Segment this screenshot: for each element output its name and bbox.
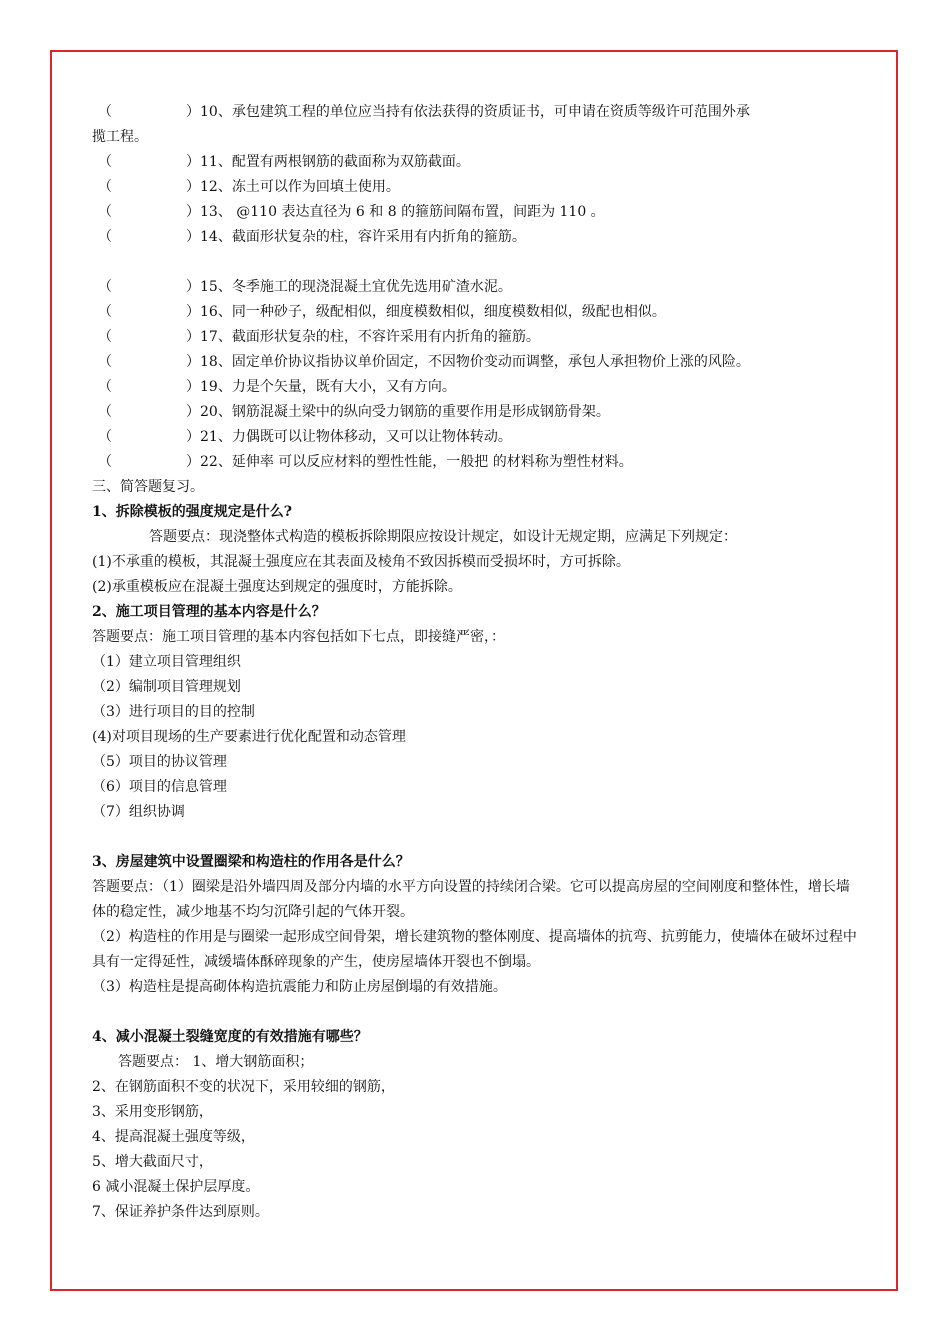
tf-statement: 同一种砂子，级配相似，细度模数相似，细度模数相似，级配也相似。 bbox=[231, 304, 666, 320]
tf-text: 17、截面形状复杂的柱，不容许采用有内折角的箍筋。 bbox=[200, 329, 540, 345]
close-paren: ） bbox=[186, 429, 200, 445]
tf-number: 16 bbox=[200, 304, 218, 320]
tf-text: 20、钢筋混凝土梁中的纵向受力钢筋的重要作用是形成钢筋骨架。 bbox=[200, 404, 610, 420]
tf-text: 14、截面形状复杂的柱，容许采用有内折角的箍筋。 bbox=[200, 229, 526, 245]
tf-statement: 冬季施工的现浇混凝土宜优先选用矿渣水泥。 bbox=[231, 279, 512, 295]
section-heading: 三、简答题复习。 bbox=[92, 479, 204, 495]
answer-item: (1)不承重的模板，其混凝土强度应在其表面及棱角不致因拆模而受损坏时，方可拆除。 bbox=[92, 554, 630, 570]
tf-statement: 承包建筑工程的单位应当持有依法获得的资质证书，可申请在资质等级许可范围外承 bbox=[231, 104, 750, 120]
close-paren: ） bbox=[186, 404, 200, 420]
answer-item: （6）项目的信息管理 bbox=[92, 779, 227, 795]
tf-statement: 截面形状复杂的柱，不容许采用有内折角的箍筋。 bbox=[231, 329, 540, 345]
question-title: 2、施工项目管理的基本内容是什么？ bbox=[92, 604, 326, 620]
spacer bbox=[92, 1000, 862, 1025]
open-paren: （ bbox=[98, 279, 112, 295]
answer-item: 4、提高混凝土强度等级， bbox=[92, 1129, 255, 1145]
tf-statement: 冻土可以作为回填土使用。 bbox=[231, 179, 400, 195]
answer-item: （1）建立项目管理组织 bbox=[92, 654, 241, 670]
open-paren: （ bbox=[98, 354, 112, 370]
tf-item bbox=[92, 275, 862, 300]
tf-number: 13 bbox=[200, 204, 218, 220]
tf-statement: 力偶既可以让物体移动，又可以让物体转动。 bbox=[231, 429, 512, 445]
tf-item bbox=[92, 300, 862, 325]
close-paren: ） bbox=[186, 204, 200, 220]
open-paren: （ bbox=[98, 379, 112, 395]
open-paren: （ bbox=[98, 104, 112, 120]
answer-paragraph: （3）构造柱是提高砌体构造抗震能力和防止房屋倒塌的有效措施。 bbox=[92, 979, 507, 995]
tf-number: 18 bbox=[200, 354, 218, 370]
open-paren: （ bbox=[98, 304, 112, 320]
tf-number: 12 bbox=[200, 179, 218, 195]
spacer bbox=[92, 825, 862, 850]
tf-item bbox=[92, 450, 862, 475]
answer-item: （3）进行项目的目的控制 bbox=[92, 704, 255, 720]
tf-text: 21、力偶既可以让物体移动，又可以让物体转动。 bbox=[200, 429, 512, 445]
tf-text: 18、固定单价协议指协议单价固定，不因物价变动而调整，承包人承担物价上涨的风险。 bbox=[200, 354, 750, 370]
close-paren: ） bbox=[186, 379, 200, 395]
tf-number: 11 bbox=[200, 154, 218, 170]
answer-item: 7、保证养护条件达到原则。 bbox=[92, 1204, 269, 1220]
tf-item bbox=[92, 325, 862, 350]
tf-item bbox=[92, 375, 862, 400]
tf-text: 19、力是个矢量，既有大小，又有方向。 bbox=[200, 379, 456, 395]
answer-item: (4)对项目现场的生产要素进行优化配置和动态管理 bbox=[92, 729, 406, 745]
open-paren: （ bbox=[98, 429, 112, 445]
open-paren: （ bbox=[98, 179, 112, 195]
tf-text: 10、承包建筑工程的单位应当持有依法获得的资质证书，可申请在资质等级许可范围外承 bbox=[200, 104, 750, 120]
answer-item: （5）项目的协议管理 bbox=[92, 754, 227, 770]
answer-intro: 答题要点：施工项目管理的基本内容包括如下七点，即接缝严密，： bbox=[92, 629, 505, 645]
question-title: 3、房屋建筑中设置圈梁和构造柱的作用各是什么？ bbox=[92, 854, 410, 870]
close-paren: ） bbox=[186, 229, 200, 245]
tf-item bbox=[92, 175, 862, 200]
close-paren: ） bbox=[186, 104, 200, 120]
tf-number: 20 bbox=[200, 404, 218, 420]
spacer bbox=[92, 250, 862, 275]
open-paren: （ bbox=[98, 329, 112, 345]
open-paren: （ bbox=[98, 229, 112, 245]
tf-statement: 截面形状复杂的柱，容许采用有内折角的箍筋。 bbox=[231, 229, 526, 245]
tf-statement: 配置有两根钢筋的截面称为双筋截面。 bbox=[231, 154, 470, 170]
tf-number: 22 bbox=[200, 454, 218, 470]
open-paren: （ bbox=[98, 404, 112, 420]
tf-text: 15、冬季施工的现浇混凝土宜优先选用矿渣水泥。 bbox=[200, 279, 512, 295]
tf-statement: 钢筋混凝土梁中的纵向受力钢筋的重要作用是形成钢筋骨架。 bbox=[231, 404, 610, 420]
tf-text: 22、延伸率 可以反应材料的塑性性能，一般把 的材料称为塑性材料。 bbox=[200, 454, 633, 470]
close-paren: ） bbox=[186, 354, 200, 370]
answer-item: （2）编制项目管理规划 bbox=[92, 679, 241, 695]
tf-statement: 延伸率 可以反应材料的塑性性能，一般把 的材料称为塑性材料。 bbox=[231, 454, 633, 470]
question-title: 4、减小混凝土裂缝宽度的有效措施有哪些？ bbox=[92, 1029, 368, 1045]
tf-number: 15 bbox=[200, 279, 218, 295]
tf-item bbox=[92, 200, 862, 225]
tf-number: 10 bbox=[200, 104, 218, 120]
answer-intro: 答题要点：现浇整体式构造的模板拆除期限应按设计规定，如设计无规定期，应满足下列规定： bbox=[149, 529, 737, 545]
close-paren: ） bbox=[186, 329, 200, 345]
tf-item bbox=[92, 150, 862, 175]
tf-number: 17 bbox=[200, 329, 218, 345]
answer-intro: 答题要点： 1、增大钢筋面积； bbox=[118, 1054, 314, 1070]
tf-item bbox=[92, 100, 862, 150]
tf-number: 21 bbox=[200, 429, 218, 445]
answer-item: 3、采用变形钢筋， bbox=[92, 1104, 213, 1120]
tf-item bbox=[92, 350, 862, 375]
close-paren: ） bbox=[186, 304, 200, 320]
tf-continuation: 揽工程。 bbox=[92, 129, 148, 145]
tf-text: 11、配置有两根钢筋的截面称为双筋截面。 bbox=[200, 154, 470, 170]
close-paren: ） bbox=[186, 179, 200, 195]
tf-item bbox=[92, 225, 862, 250]
answer-item: （7）组织协调 bbox=[92, 804, 185, 820]
tf-text: 13、 @110 表达直径为 6 和 8 的箍筋间隔布置，间距为 110 。 bbox=[200, 204, 605, 220]
tf-number: 14 bbox=[200, 229, 218, 245]
answer-paragraph: （2）构造柱的作用是与圈梁一起形成空间骨架，增长建筑物的整体刚度、提高墙体的抗弯、抗剪能力，使墙体在破坏过程中具有一定得延性，减缓墙体酥碎现象的产生，使房屋墙体开裂也不倒塌。 bbox=[92, 929, 857, 970]
answer-paragraph: 答题要点：（1）圈梁是沿外墙四周及部分内墙的水平方向设置的持续闭合梁。它可以提高房屋的空间刚度和整体性，增长墙体的稳定性，减少地基不均匀沉降引起的气体开裂。 bbox=[92, 879, 850, 920]
open-paren: （ bbox=[98, 154, 112, 170]
tf-text: 16、同一种砂子，级配相似，细度模数相似，细度模数相似，级配也相似。 bbox=[200, 304, 666, 320]
tf-text: 12、冻土可以作为回填土使用。 bbox=[200, 179, 400, 195]
question-title: 1、拆除模板的强度规定是什么? bbox=[92, 504, 292, 520]
answer-item: (2)承重模板应在混凝土强度达到规定的强度时，方能拆除。 bbox=[92, 579, 462, 595]
tf-statement: 力是个矢量，既有大小，又有方向。 bbox=[231, 379, 456, 395]
document-body bbox=[92, 100, 862, 1225]
tf-number: 19 bbox=[200, 379, 218, 395]
close-paren: ） bbox=[186, 279, 200, 295]
close-paren: ） bbox=[186, 154, 200, 170]
answer-item: 2、在钢筋面积不变的状况下，采用较细的钢筋， bbox=[92, 1079, 395, 1095]
open-paren: （ bbox=[98, 454, 112, 470]
tf-statement: @110 表达直径为 6 和 8 的箍筋间隔布置，间距为 110 。 bbox=[231, 204, 605, 220]
open-paren: （ bbox=[98, 204, 112, 220]
tf-item bbox=[92, 400, 862, 425]
close-paren: ） bbox=[186, 454, 200, 470]
answer-item: 6 减小混凝土保护层厚度。 bbox=[92, 1179, 260, 1195]
answer-item: 5、增大截面尺寸， bbox=[92, 1154, 213, 1170]
tf-statement: 固定单价协议指协议单价固定，不因物价变动而调整，承包人承担物价上涨的风险。 bbox=[231, 354, 750, 370]
tf-item bbox=[92, 425, 862, 450]
